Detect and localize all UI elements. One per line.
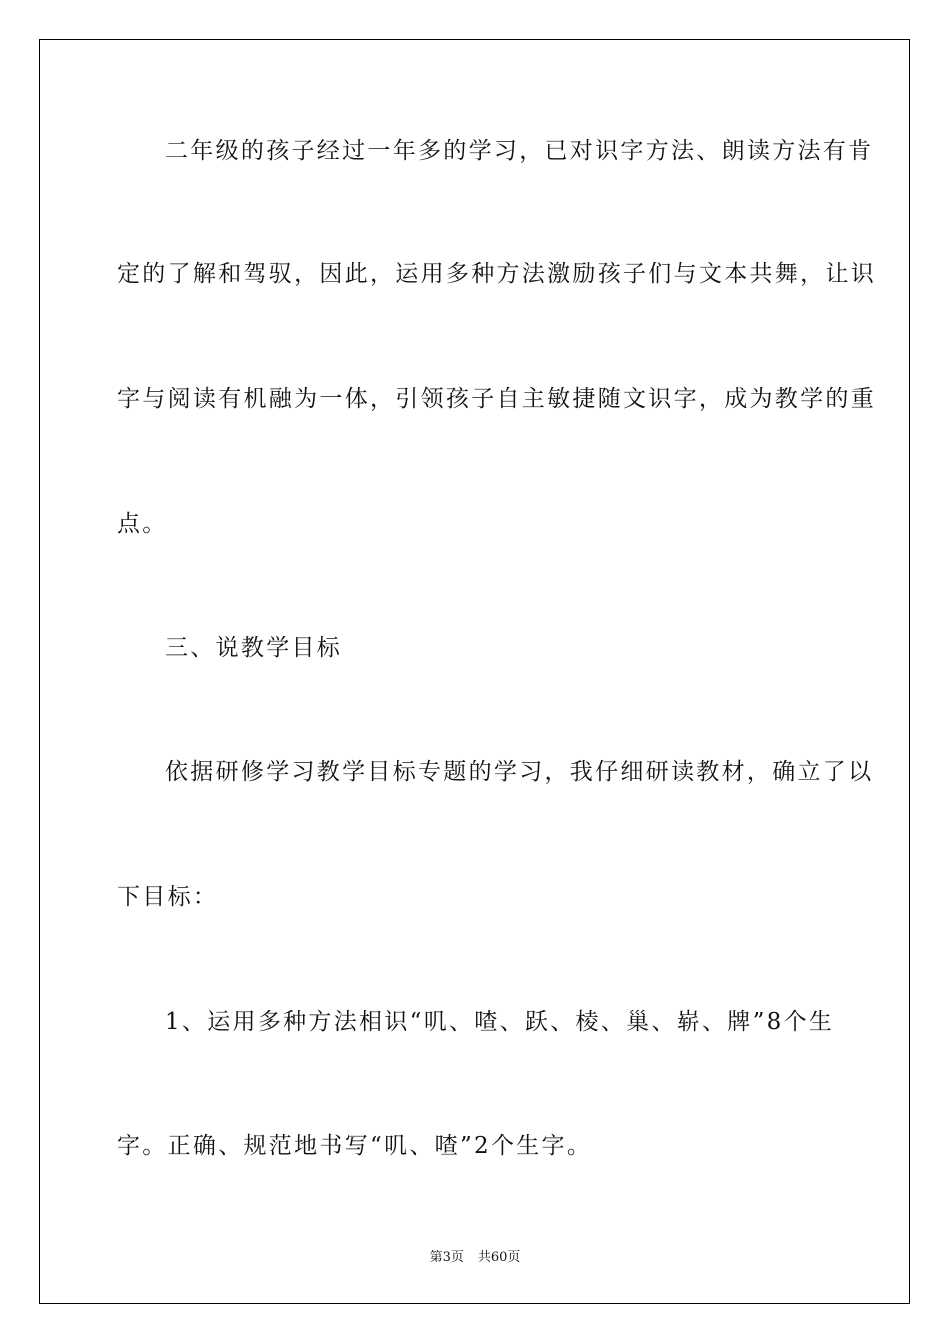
paragraph-line: 依据研修学习教学目标专题的学习，我仔细研读教材，确立了以 bbox=[165, 759, 874, 785]
list-item-line: 1、运用多种方法相识“叽、喳、跃、棱、巢、崭、牌”8个生 bbox=[165, 1009, 835, 1035]
paragraph-line: 二年级的孩子经过一年多的学习，已对识字方法、朗读方法有肯 bbox=[165, 138, 874, 164]
page-number: 第3页 bbox=[429, 1250, 464, 1265]
page-border bbox=[39, 39, 910, 1304]
list-item-line: 字。正确、规范地书写“叽、喳”2个生字。 bbox=[117, 1133, 593, 1159]
page-footer bbox=[0, 1246, 950, 1265]
paragraph-line: 下目标： bbox=[117, 884, 219, 910]
paragraph-line: 字与阅读有机融为一体，引领孩子自主敏捷随文识字，成为教学的重 bbox=[117, 386, 876, 412]
section-heading: 三、说教学目标 bbox=[165, 635, 343, 661]
paragraph-line: 定的了解和驾驭，因此，运用多种方法激励孩子们与文本共舞，让识 bbox=[117, 261, 876, 287]
paragraph-line: 点。 bbox=[117, 511, 168, 537]
page-total: 共60页 bbox=[477, 1250, 521, 1265]
